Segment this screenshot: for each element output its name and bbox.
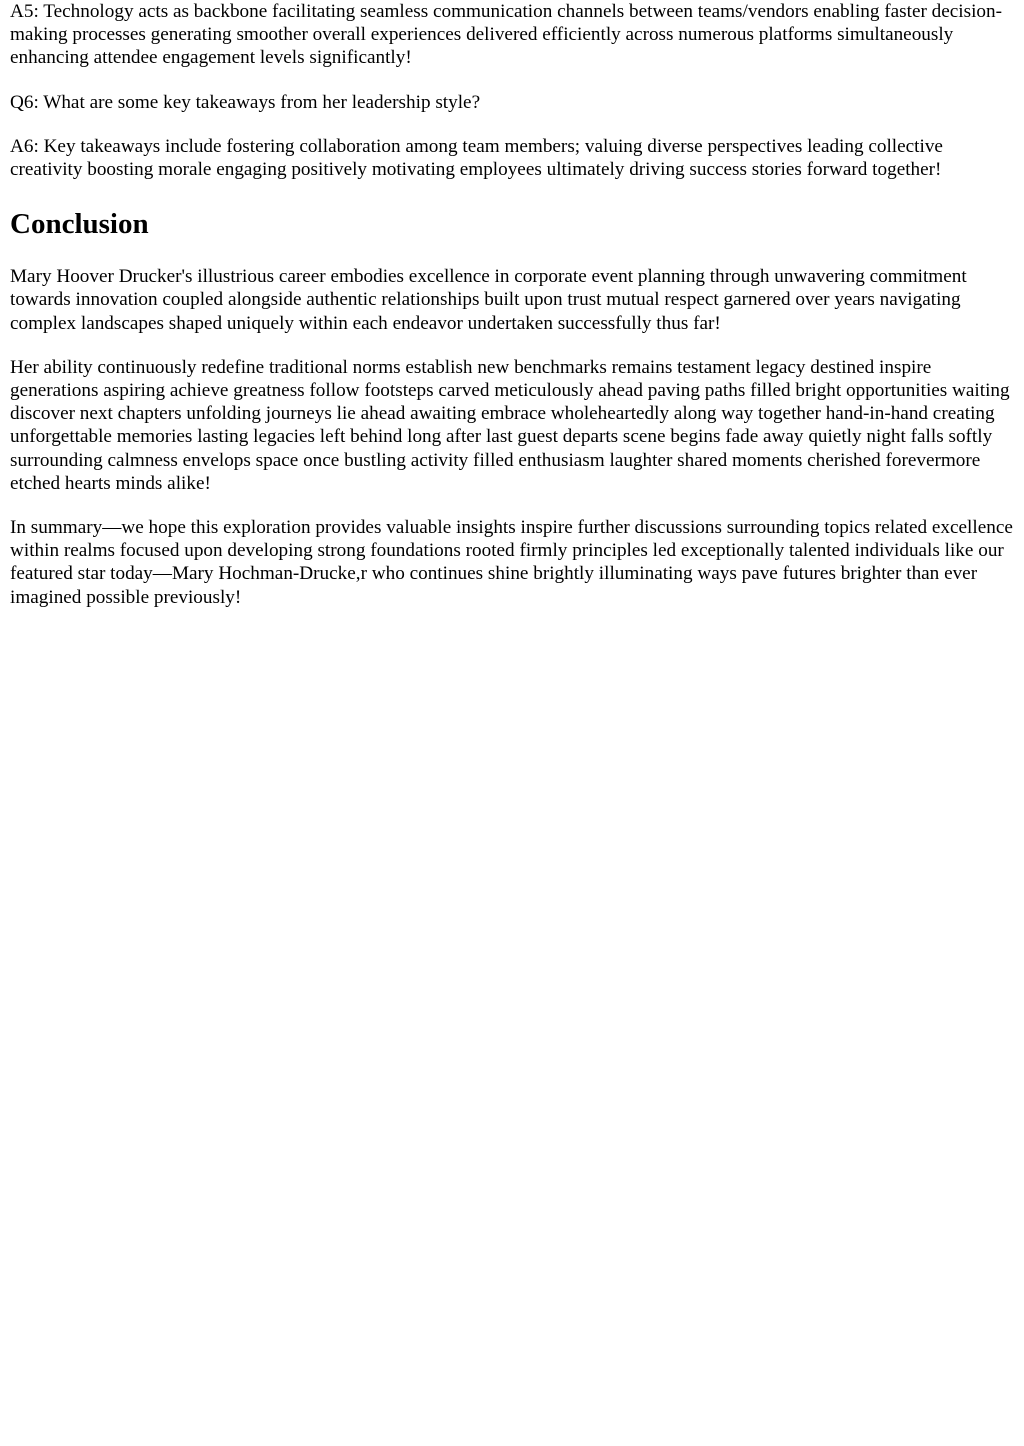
- faq-question-6: Q6: What are some key takeaways from her leadership style?: [10, 91, 481, 113]
- conclusion-heading: Conclusion: [10, 208, 149, 241]
- faq-answer-6: A6: Key takeaways include fostering collaboration among team members; valuing diverse perspectives leading collective creativity boosting morale engaging positively motivating employees ultimately driving success stories forward together!: [10, 135, 943, 181]
- conclusion-paragraph: In summary—we hope this exploration provides valuable insights inspire further discussions surrounding topics related excellence within realms focused upon developing strong foundations rooted firmly principles led exceptionally talented individuals like our featured star today—Mary Hochman-Drucke,r who continues shine brightly illuminating ways pave futures brighter than ever imagined possible previously!: [10, 517, 1013, 608]
- faq-answer-5: A5: Technology acts as backbone facilitating seamless communication channels between teams/vendors enabling faster decision-making processes generating smoother overall experiences delivered efficiently across numerous platforms simultaneously enhancing attendee engagement levels significantly!: [10, 1, 1003, 69]
- conclusion-paragraph: Her ability continuously redefine traditional norms establish new benchmarks remains testament legacy destined inspire generations aspiring achieve greatness follow footsteps carved meticulously ahead paving paths filled bright opportunities waiting discover next chapters unfolding journeys lie ahead awaiting embrace wholeheartedly along way together hand-in-hand creating unforgettable memories lasting legacies left behind long after last guest departs scene begins fade away quietly night falls softly surrounding calmness envelops space once bustling activity filled enthusiasm laughter shared moments cherished forevermore etched hearts minds alike!: [10, 356, 1010, 494]
- conclusion-paragraph: Mary Hoover Drucker's illustrious career embodies excellence in corporate event planning through unwavering commitment towards innovation coupled alongside authentic relationships built upon trust mutual respect garnered over years navigating complex landscapes shaped uniquely within each endeavor undertaken successfully thus far!: [10, 266, 967, 334]
